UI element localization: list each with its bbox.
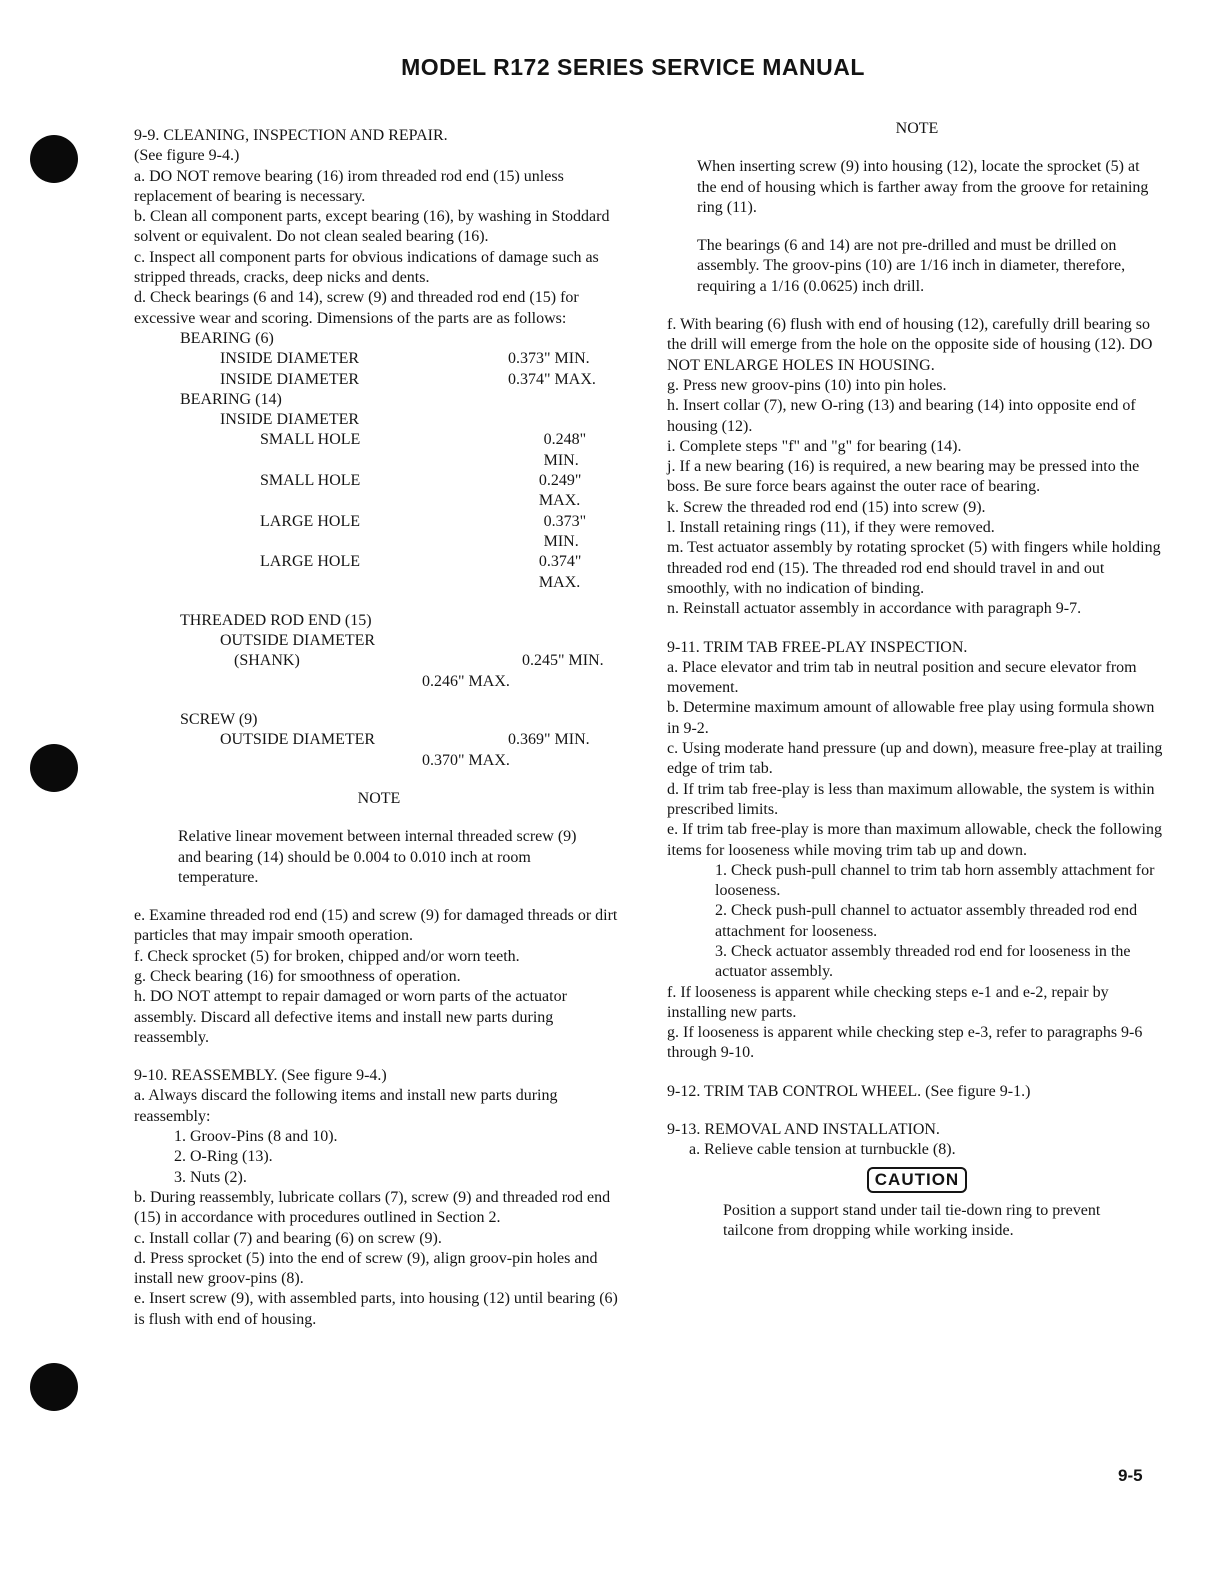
step-l: l. Install retaining rings (11), if they were removed. bbox=[667, 519, 995, 537]
step-g: g. If looseness is apparent while checking step e-3, refer to paragraphs 9-6 through 9-10. bbox=[667, 1024, 1143, 1062]
spec-heading: SCREW (9) bbox=[180, 711, 258, 729]
spec-row bbox=[134, 471, 624, 512]
step-d: d. Check bearings (6 and 14), screw (9) and threaded rod end (15) for excessive wear and scoring. Dimensions of the parts are as follows: bbox=[134, 289, 579, 327]
binder-hole bbox=[30, 135, 78, 183]
step-c: c. Using moderate hand pressure (up and down), measure free-play at trailing edge of trim tab. bbox=[667, 740, 1163, 778]
section-9-9-title: 9-9. CLEANING, INSPECTION AND REPAIR. bbox=[134, 127, 448, 144]
step-a: a. Relieve cable tension at turnbuckle (8). bbox=[689, 1141, 956, 1159]
spec-value: 0.245" MIN. bbox=[522, 652, 604, 670]
spec-value: 0.374" MAX. bbox=[508, 370, 596, 388]
step-j: j. If a new bearing (16) is required, a new bearing may be pressed into the boss. Be sure force bears against the outer race of bearing. bbox=[667, 458, 1140, 496]
step-e: e. Insert screw (9), with assembled parts, into housing (12) until bearing (6) is flush with end of housing. bbox=[134, 1290, 618, 1328]
binder-hole bbox=[30, 1363, 78, 1411]
left-column bbox=[134, 126, 624, 1330]
step-g: g. Check bearing (16) for smoothness of operation. bbox=[134, 967, 461, 985]
note-title: NOTE bbox=[357, 789, 401, 807]
spec-value: 0.373" MIN. bbox=[508, 350, 590, 368]
note-body: Relative linear movement between internal threaded screw (9) and bearing (14) should be 0.004 to 0.010 inch at room temperature. bbox=[178, 828, 577, 886]
spec-row bbox=[134, 672, 624, 692]
page-number: 9-5 bbox=[1118, 1466, 1143, 1485]
list-item: 1. Check push-pull channel to trim tab horn assembly attachment for looseness. bbox=[715, 861, 1155, 900]
step-h: h. DO NOT attempt to repair damaged or worn parts of the actuator assembly. Discard all defective items and install new parts during reassembly. bbox=[134, 988, 567, 1046]
list-item: 3. Nuts (2). bbox=[174, 1168, 247, 1186]
note-title: NOTE bbox=[895, 120, 939, 137]
spec-label: SMALL HOLE bbox=[260, 472, 361, 490]
spec-value: 0.246" MAX. bbox=[422, 672, 510, 690]
step-b: b. Determine maximum amount of allowable free play using formula shown in 9-2. bbox=[667, 699, 1155, 737]
spec-label: INSIDE DIAMETER bbox=[220, 411, 360, 429]
spec-value: 0.249" MAX. bbox=[538, 472, 582, 510]
spec-row bbox=[134, 552, 624, 593]
step-b: b. During reassembly, lubricate collars (7), screw (9) and threaded rod end (15) in accordance with procedures outlined in Section 2. bbox=[134, 1188, 611, 1227]
page-header: MODEL R172 SERIES SERVICE MANUAL bbox=[401, 54, 865, 80]
spec-heading: BEARING (6) bbox=[180, 329, 274, 347]
spec-label: OUTSIDE DIAMETER bbox=[220, 731, 376, 749]
step-e: e. Examine threaded rod end (15) and screw (9) for damaged threads or dirt particles that may impair smooth operation. bbox=[134, 907, 618, 945]
section-9-10-title: 9-10. REASSEMBLY. (See figure 9-4.) bbox=[134, 1067, 387, 1085]
section-9-9-ref: (See figure 9-4.) bbox=[134, 147, 240, 165]
step-f: f. With bearing (6) flush with end of housing (12), carefully drill bearing so the drill will emerge from the hole on the opposite side of housing (12). DO NOT ENLARGE HOLES IN HOUSING. bbox=[667, 316, 1153, 374]
step-m: m. Test actuator assembly by rotating sprocket (5) with fingers while holding threaded rod end (15). The threaded rod end should travel in and out smoothly, with no indication of binding. bbox=[667, 539, 1161, 597]
step-g: g. Press new groov-pins (10) into pin holes. bbox=[667, 376, 947, 394]
spec-row bbox=[134, 370, 624, 390]
spec-label: INSIDE DIAMETER bbox=[220, 370, 360, 388]
spec-value: 0.374" MAX. bbox=[538, 553, 582, 591]
step-a: a. Always discard the following items and install new parts during reassembly: bbox=[134, 1087, 558, 1125]
step-a: a. DO NOT remove bearing (16) irom threaded rod end (15) unless replacement of bearing is necessary. bbox=[134, 167, 564, 205]
step-f: f. If looseness is apparent while checking steps e-1 and e-2, repair by installing new parts. bbox=[667, 983, 1109, 1021]
spec-heading: BEARING (14) bbox=[180, 390, 282, 408]
step-d: d. If trim tab free-play is less than maximum allowable, the system is within prescribed limits. bbox=[667, 780, 1155, 818]
spec-value: 0.373" MIN. bbox=[543, 512, 587, 550]
dimension-table bbox=[134, 329, 624, 771]
spec-value: 0.370" MAX. bbox=[422, 751, 510, 769]
caution-body: Position a support stand under tail tie-down ring to prevent tailcone from dropping while working inside. bbox=[723, 1201, 1101, 1240]
step-c: c. Inspect all component parts for obvious indications of damage such as stripped threads, cracks, deep nicks and dents. bbox=[134, 248, 599, 287]
step-e: e. If trim tab free-play is more than maximum allowable, check the following items for looseness while moving trim tab up and down. bbox=[667, 821, 1162, 859]
step-d: d. Press sprocket (5) into the end of screw (9), align groov-pin holes and install new groov-pins (8). bbox=[134, 1249, 598, 1288]
spec-row bbox=[134, 651, 624, 671]
section-9-11-title: 9-11. TRIM TAB FREE-PLAY INSPECTION. bbox=[667, 638, 968, 656]
spec-row bbox=[134, 512, 624, 553]
step-a: a. Place elevator and trim tab in neutral position and secure elevator from movement. bbox=[667, 658, 1137, 697]
spec-heading: THREADED ROD END (15) bbox=[180, 611, 372, 629]
spec-label: INSIDE DIAMETER bbox=[220, 350, 360, 368]
caution-box bbox=[667, 1167, 1167, 1193]
spec-label: LARGE HOLE bbox=[260, 553, 360, 571]
step-c: c. Install collar (7) and bearing (6) on screw (9). bbox=[134, 1229, 442, 1247]
list-item: 3. Check actuator assembly threaded rod end for looseness in the actuator assembly. bbox=[715, 942, 1131, 981]
step-k: k. Screw the threaded rod end (15) into screw (9). bbox=[667, 498, 986, 516]
spec-label: SMALL HOLE bbox=[260, 431, 361, 449]
step-i: i. Complete steps "f" and "g" for bearing (14). bbox=[667, 437, 962, 455]
caution-label: CAUTION bbox=[867, 1167, 967, 1193]
list-item: 2. O-Ring (13). bbox=[174, 1148, 273, 1166]
spec-value: 0.369" MIN. bbox=[508, 731, 590, 749]
spec-row bbox=[134, 430, 624, 471]
spec-row bbox=[134, 349, 624, 369]
list-item: 2. Check push-pull channel to actuator assembly threaded rod end attachment for looseness. bbox=[715, 902, 1138, 940]
binder-hole bbox=[30, 744, 78, 792]
note-body: When inserting screw (9) into housing (12), locate the sprocket (5) at the end of housing which is farther away from the groove for retaining ring (11). bbox=[697, 158, 1149, 216]
spec-row bbox=[134, 730, 624, 750]
list-item: 1. Groov-Pins (8 and 10). bbox=[174, 1128, 338, 1146]
section-9-13-title: 9-13. REMOVAL AND INSTALLATION. bbox=[667, 1121, 940, 1139]
spec-label: OUTSIDE DIAMETER bbox=[220, 632, 376, 650]
step-f: f. Check sprocket (5) for broken, chipped and/or worn teeth. bbox=[134, 947, 520, 965]
step-n: n. Reinstall actuator assembly in accordance with paragraph 9-7. bbox=[667, 600, 1082, 618]
spec-value: 0.248" MIN. bbox=[543, 431, 587, 469]
spec-label: (SHANK) bbox=[234, 652, 300, 670]
spec-label: LARGE HOLE bbox=[260, 512, 360, 530]
spec-row bbox=[134, 751, 624, 771]
step-h: h. Insert collar (7), new O-ring (13) and bearing (14) into opposite end of housing (12). bbox=[667, 397, 1136, 435]
right-column bbox=[667, 119, 1167, 1242]
step-b: b. Clean all component parts, except bearing (16), by washing in Stoddard solvent or equivalent. Do not clean sealed bearing (16). bbox=[134, 208, 610, 246]
note-body: The bearings (6 and 14) are not pre-drilled and must be drilled on assembly. The groov-pins (10) are 1/16 inch in diameter, therefore, requiring a 1/16 (0.0625) inch drill. bbox=[697, 237, 1126, 295]
section-9-12-title: 9-12. TRIM TAB CONTROL WHEEL. (See figure 9-1.) bbox=[667, 1082, 1031, 1100]
